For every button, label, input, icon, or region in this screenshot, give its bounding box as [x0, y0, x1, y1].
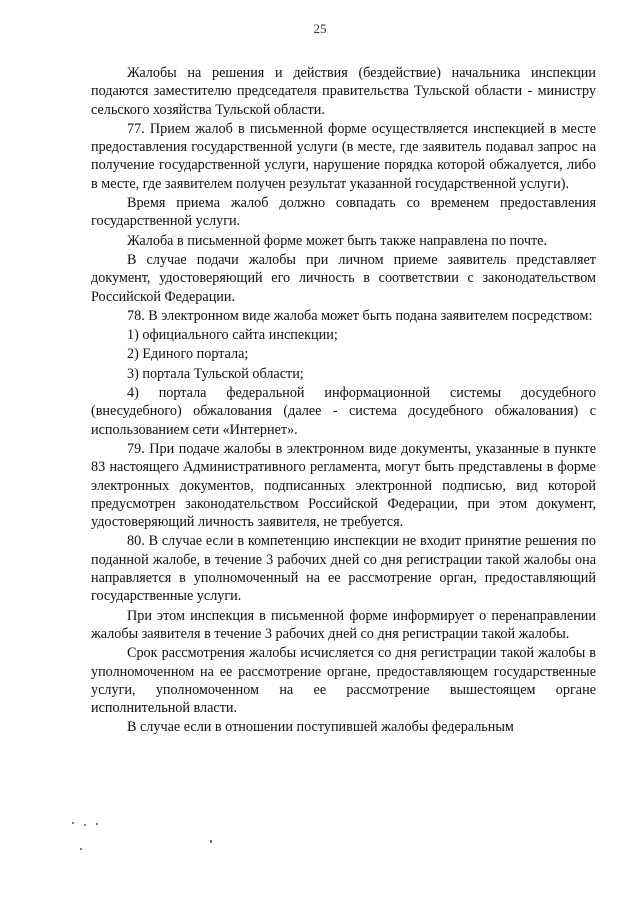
page-number: 25: [313, 21, 327, 36]
paragraph-personal-reception: В случае подачи жалобы при личном приеме заявитель представляет документ, удостоверяющий его личность в соответствии с законодательством Российской Федерации.: [91, 251, 596, 305]
list-item-4: 4) портала федеральной информационной системы досудебного (внесудебного) обжалования (далее - система досудебного обжалования) с использованием сети «Интернет».: [91, 385, 596, 438]
scan-speck: [210, 840, 212, 843]
paragraph-review-period: Срок рассмотрения жалобы исчисляется со дня регистрации такой жалобы в уполномоченном на ее рассмотрение органе, предоставляющем государственные услуги, уполномоченном на ее рассмотрение вышестоящем органе исполнительной власти.: [91, 645, 596, 717]
paragraph-80: 80. В случае если в компетенцию инспекции не входит принятие решения по поданной жалобе, в течение 3 рабочих дней со дня регистрации такой жалобы она направляется в уполномоченный на ее рассмотрение орган, предоставляющий государственные услуги.: [91, 533, 596, 605]
paragraph-77: 77. Прием жалоб в письменной форме осуществляется инспекцией в месте предоставления государственной услуги (в месте, где заявитель подавал запрос на получение государственной услуги, нарушение порядка которой обжалуется, либо в месте, где заявителем получен результат указанной государственной услуги).: [91, 120, 596, 192]
list-item-3: 3) портала Тульской области;: [127, 365, 304, 382]
paragraph-mail: Жалоба в письменной форме может быть также направлена по почте.: [127, 232, 548, 249]
list-item-1: 1) официального сайта инспекции;: [127, 327, 338, 344]
paragraph-79: 79. При подаче жалобы в электронном виде документы, указанные в пункте 83 настоящего Административного регламента, могут быть представлены в форме электронных документов, подписанных электронной подписью, вид которой предусмотрен законодательством Российской Федерации, при этом документ, удостоверяющий личность заявителя, не требуется.: [91, 440, 596, 531]
document-body: [91, 64, 596, 737]
paragraph-complaints-addressee: Жалобы на решения и действия (бездействие) начальника инспекции подаются заместителю председателя правительства Тульской области - министру сельского хозяйства Тульской области.: [91, 65, 596, 118]
paragraph-federal-case: В случае если в отношении поступившей жалобы федеральным: [127, 719, 514, 736]
paragraph-redirect-notice: При этом инспекция в письменной форме информирует о перенаправлении жалобы заявителя в течение 3 рабочих дней со дня регистрации такой жалобы.: [91, 607, 596, 642]
list-item-2: 2) Единого портала;: [127, 346, 249, 363]
scan-speck: [80, 848, 82, 850]
paragraph-78: 78. В электронном виде жалоба может быть подана заявителем посредством:: [127, 307, 593, 324]
scan-speck: [72, 822, 74, 824]
paragraph-reception-time: Время приема жалоб должно совпадать со временем предоставления государственной услуги.: [91, 195, 596, 230]
scan-speck: [84, 824, 86, 826]
scan-speck: [96, 823, 98, 825]
